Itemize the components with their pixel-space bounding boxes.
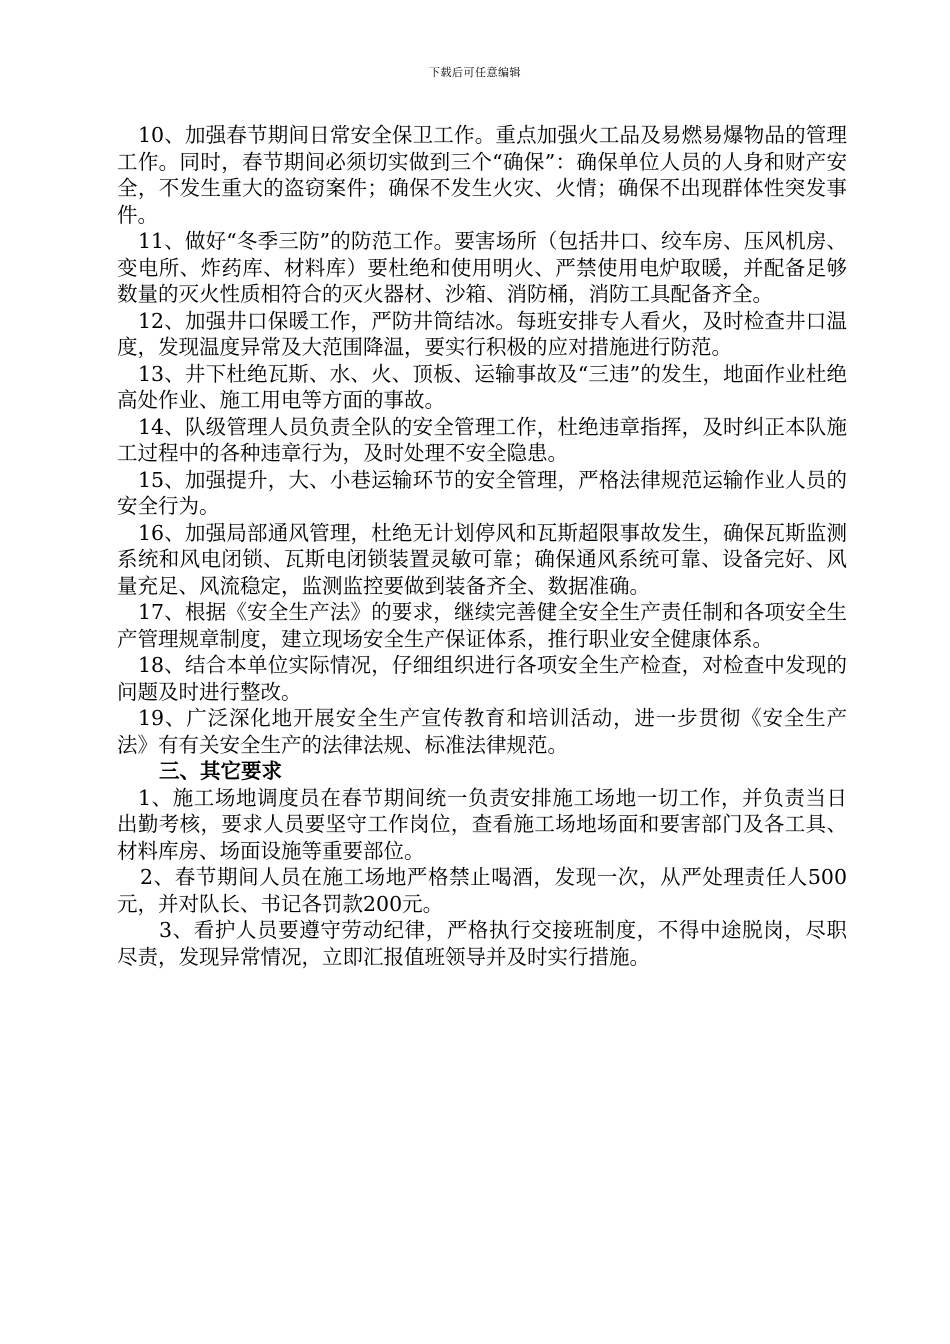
paragraph-item-10: 10、加强春节期间日常安全保卫工作。重点加强火工品及易燃易爆物品的管理工作。同时，春节期间必须切实做到三个“确保”：确保单位人员的人身和财产安全，不发生重大的盗窃案件；确保不发生火灾、火情；确保不出现群体性突发事件。 (117, 123, 847, 227)
document-body (117, 122, 847, 970)
requirement-item-2: 2、春节期间人员在施工场地严格禁止喝酒，发现一次，从严处理责任人500元，并对队长、书记各罚款200元。 (117, 865, 847, 916)
paragraph-item-14: 14、队级管理人员负责全队的安全管理工作，杜绝违章指挥，及时纠正本队施工过程中的各种违章行为，及时处理不安全隐患。 (117, 414, 847, 465)
requirement-item-1: 1、施工场地调度员在春节期间统一负责安排施工场地一切工作，并负责当日出勤考核，要求人员要坚守工作岗位，查看施工场地场面和要害部门及各工具、材料库房、场面设施等重要部位。 (117, 785, 847, 863)
section-heading: 三、其它要求 (159, 759, 282, 783)
paragraph-item-12: 12、加强井口保暖工作，严防井筒结冰。每班安排专人看火，及时检查井口温度，发现温度异常及大范围降温，要实行积极的应对措施进行防范。 (117, 308, 847, 359)
paragraph-item-18: 18、结合本单位实际情况，仔细组织进行各项安全生产检查，对检查中发现的问题及时进行整改。 (117, 653, 847, 704)
requirement-item-3: 3、看护人员要遵守劳动纪律，严格执行交接班制度，不得中途脱岗，尽职尽责，发现异常情况，立即汇报值班领导并及时实行措施。 (117, 918, 847, 969)
paragraph-item-17: 17、根据《安全生产法》的要求，继续完善健全安全生产责任制和各项安全生产管理规章制度，建立现场安全生产保证体系，推行职业安全健康体系。 (117, 600, 847, 651)
page-header: 下载后可任意编辑 (429, 66, 521, 79)
paragraph-item-16: 16、加强局部通风管理，杜绝无计划停风和瓦斯超限事故发生，确保瓦斯监测系统和风电闭锁、瓦斯电闭锁装置灵敏可靠；确保通风系统可靠、设备完好、风量充足、风流稳定，监测监控要做到装备齐全、数据准确。 (117, 520, 847, 598)
paragraph-item-19: 19、广泛深化地开展安全生产宣传教育和培训活动，进一步贯彻《安全生产法》有有关安全生产的法律法规、标准法律规范。 (117, 706, 847, 757)
paragraph-item-15: 15、加强提升，大、小巷运输环节的安全管理，严格法律规范运输作业人员的安全行为。 (117, 467, 847, 518)
paragraph-item-13: 13、井下杜绝瓦斯、水、火、顶板、运输事故及“三违”的发生，地面作业杜绝高处作业、施工用电等方面的事故。 (117, 361, 847, 412)
paragraph-item-11: 11、做好“冬季三防”的防范工作。要害场所（包括井口、绞车房、压风机房、变电所、炸药库、材料库）要杜绝和使用明火、严禁使用电炉取暖，并配备足够数量的灭火性质相符合的灭火器材、沙箱、消防桶，消防工具配备齐全。 (117, 229, 847, 306)
